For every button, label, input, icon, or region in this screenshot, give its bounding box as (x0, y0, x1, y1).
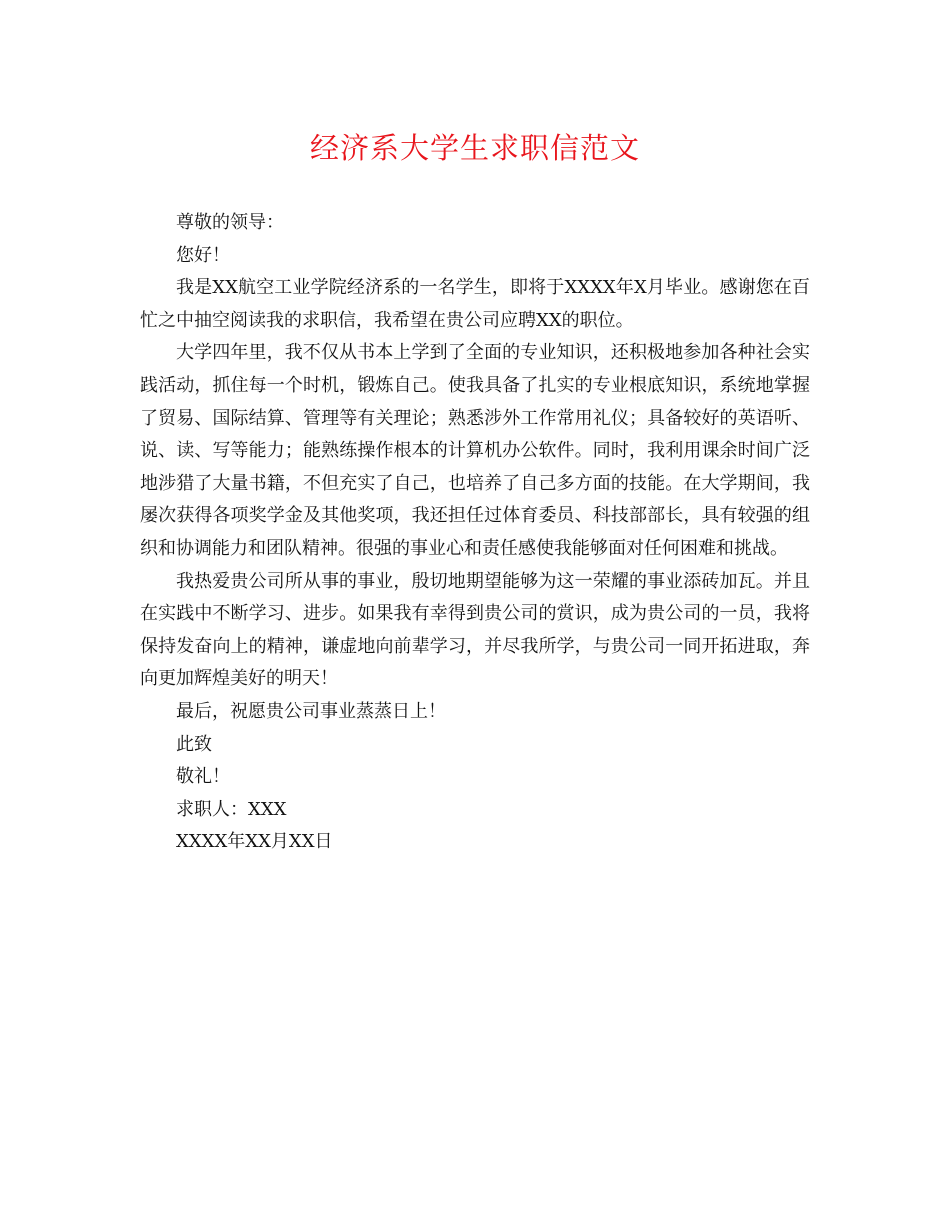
greeting: 尊敬的领导： (176, 212, 284, 233)
paragraph-aspiration: 我热爱贵公司所从事的事业，殷切地期望能够为这一荣耀的事业添砖加瓦。并且在实践中不断学习、进步。如果我有幸得到贵公司的赏识，成为贵公司的一员，我将保持发奋向上的精神，谦虚地向前辈学习，并尽我所学，与贵公司一同开拓进取，奔向更加辉煌美好的明天！ (140, 570, 810, 690)
closing-line-2: 敬礼！ (176, 766, 230, 788)
paragraph-intro: 我是XX航空工业学院经济系的一名学生，即将于XXXX年X月毕业。感谢您在百忙之中抽空阅读我的求职信，我希望在贵公司应聘XX的职位。 (140, 277, 810, 331)
closing-wish: 最后，祝愿贵公司事业蒸蒸日上！ (176, 700, 446, 722)
letter-date: XXXX年XX月XX日 (176, 831, 333, 853)
paragraph-experience: 大学四年里，我不仅从书本上学到了全面的专业知识，还积极地参加各种社会实践活动，抓住每一个时机，锻炼自己。使我具备了扎实的专业根底知识，系统地掌握了贸易、国际结算、管理等有关理论；熟悉涉外工作常用礼仪；具备较好的英语听、说、读、写等能力；能熟练操作根本的计算机办公软件。同时，我利用课余时间广泛地涉猎了大量书籍，不但充实了自己，也培养了自己多方面的技能。在大学期间，我屡次获得各项奖学金及其他奖项，我还担任过体育委员、科技部部长，具有较强的组织和协调能力和团队精神。很强的事业心和责任感使我能够面对任何困难和挑战。 (140, 342, 810, 559)
closing-line-1: 此致 (176, 733, 212, 755)
salutation: 您好！ (176, 244, 230, 266)
letter-body (140, 207, 810, 859)
signature: 求职人：XXX (176, 798, 287, 820)
document-title: 经济系大学生求职信范文 (309, 131, 640, 165)
